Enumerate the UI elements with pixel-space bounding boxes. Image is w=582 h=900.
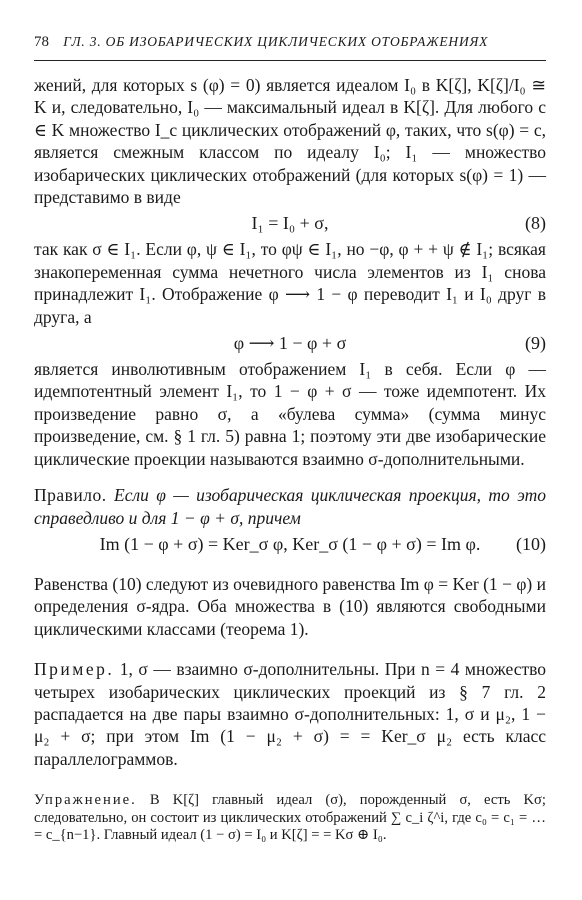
- running-title: ГЛ. 3. ОБ ИЗОБАРИЧЕСКИХ ЦИКЛИЧЕСКИХ ОТОБРАЖЕНИЯХ: [63, 34, 489, 49]
- spacer: [34, 640, 546, 658]
- page-number: 78: [34, 34, 49, 50]
- rule-label: Правило.: [34, 485, 107, 506]
- exercise-text: В K[ζ] главный идеал (σ), порожденный σ, есть Kσ; следовательно, он состоит из циклических отображений ∑ c_i ζ^i, где c₀ = c₁ = … = c_{n−1}. Главный идеал (1 − σ) = I₀ и K[ζ] = = Kσ ⊕ I₀.: [34, 792, 546, 843]
- example-paragraph: [34, 658, 546, 770]
- equation-10-formula: Im (1 − φ + σ) = Ker_σ φ, Ker_σ (1 − φ + σ) = Im φ.: [99, 533, 481, 554]
- paragraph-2: так как σ ∈ I₁. Если φ, ψ ∈ I₁, то φψ ∈ I₁, но −φ, φ + + ψ ∉ I₁; всякая знакопеременная сумма нечетного числа элементов из I₁ снова принадлежит I₁. Отображение φ ⟶ 1 − φ переводит I₁ и I₀ друг в друга, а: [34, 239, 546, 327]
- spacer: [34, 470, 546, 484]
- rule-text: Если φ — изобарическая циклическая проекция, то это справедливо и для 1 − φ + σ, причем: [34, 485, 546, 528]
- exercise-paragraph: [34, 792, 546, 845]
- paragraph-1: жений, для которых s (φ) = 0) является идеалом I₀ в K[ζ], K[ζ]/I₀ ≅ K и, следовательно, I₀ — максимальный идеал в K[ζ]. Для любого c ∈ K множество I_c циклических отображений φ, таких, что s(φ) = c, является смежным классом по идеалу I₀; I₁ — множество изобарических циклических отображений (для которых s(φ) = 1) — представимо в виде: [34, 75, 546, 208]
- rule-paragraph: [34, 484, 546, 529]
- equation-8-number: (8): [525, 213, 546, 234]
- example-label: Пример.: [34, 659, 115, 680]
- equation-8-formula: I₁ = I₀ + σ,: [251, 213, 329, 234]
- equation-10-number: (10): [516, 533, 546, 554]
- exercise-label: Упражнение.: [34, 792, 137, 808]
- equation-10: [34, 529, 546, 559]
- running-header: [34, 34, 546, 61]
- page-body: [34, 74, 546, 770]
- example-text: 1, σ — взаимно σ-дополнительны. При n = 4 множество четырех изобарических циклических проекций из § 7 гл. 2 распадается на две пары взаимно σ-дополнительных: 1, σ и μ₂, 1 − μ₂ + σ; при этом Im (1 − μ₂ + σ) = = Ker_σ μ₂ есть класс параллелограммов.: [34, 659, 547, 769]
- paragraph-4: Равенства (10) следуют из очевидного равенства Im φ = Ker (1 − φ) и определения σ-ядра. Оба множества в (10) являются свободными циклическими классами (теорема 1).: [34, 573, 546, 639]
- equation-9-number: (9): [525, 333, 546, 354]
- equation-9: [34, 328, 546, 358]
- spacer: [34, 559, 546, 573]
- exercise-block: [34, 792, 546, 845]
- paragraph-3: является инволютивным отображением I₁ в себя. Если φ — идемпотентный элемент I₁, то 1 − φ + σ — тоже идемпотент. Их произведение равно σ, а «булева сумма» (сумма минус произведение, см. § 1 гл. 5) равна 1; поэтому эти две изобарические циклические проекции называются взаимно σ-дополнительными.: [34, 359, 546, 469]
- equation-8: [34, 208, 546, 238]
- equation-9-formula: φ ⟶ 1 − φ + σ: [233, 333, 347, 354]
